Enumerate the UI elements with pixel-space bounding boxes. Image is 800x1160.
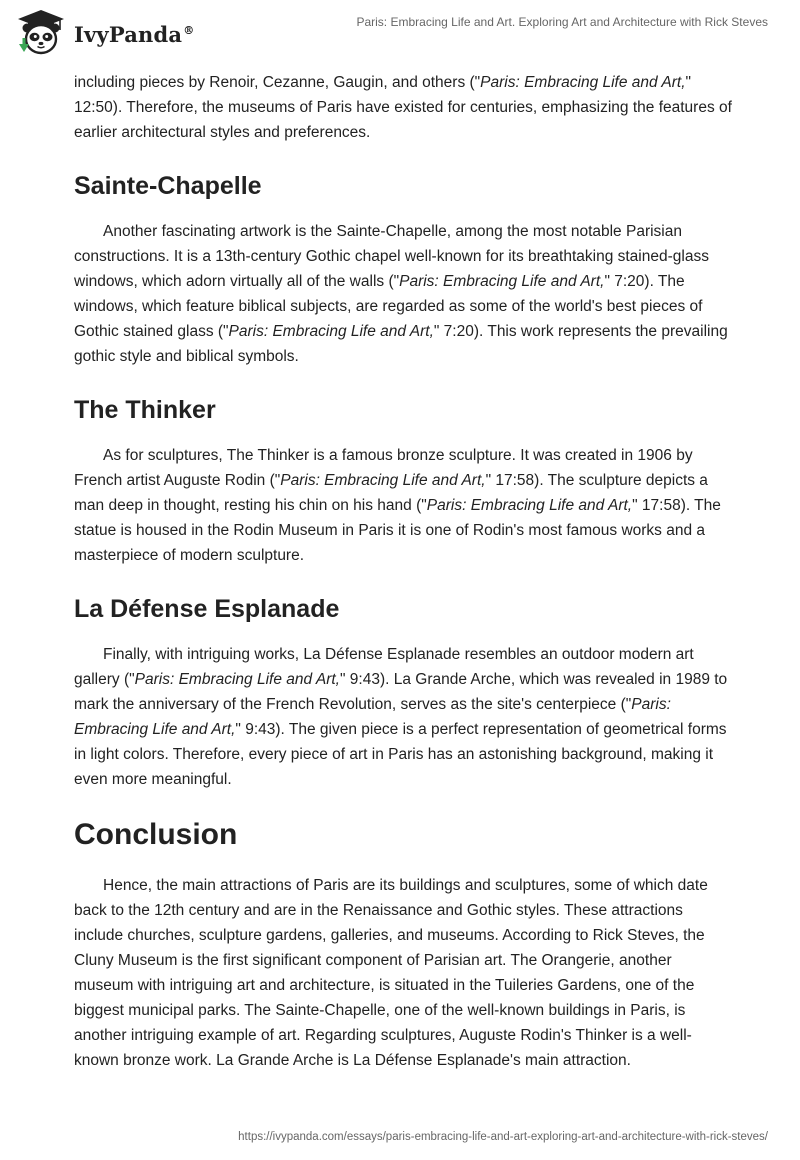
paragraph-text: " 17:58). The statue is housed in the Rodin Museum in Paris it is one of Rodin's most famous works and a masterpiece of modern sculpture.	[74, 497, 721, 564]
paragraph-text: " 9:43). La Grande Arche, which was revealed in 1989 to mark the anniversary of the French Revolution, serves as the site's centerpiece ("	[74, 671, 728, 713]
citation-title: Paris: Embracing Life and Art,	[426, 497, 633, 514]
citation-title: Paris: Embracing Life and Art,	[74, 696, 671, 738]
conclusion-paragraph: Hence, the main attractions of Paris are its buildings and sculptures, some of which date back to the 12th century and are in the Renaissance and Gothic styles. These attractions include churches, sculpture gardens, galleries, and museums. According to Rick Steves, the Cluny Museum is the first significant component of Parisian art. The Orangerie, another museum with intriguing art and architecture, is situated in the Tuileries Gardens, one of the biggest municipal parks. The Sainte-Chapelle, one of the well-known buildings in Paris, is another intriguing example of art. Regarding sculptures, Auguste Rodin's Thinker is a well-known bronze work. La Grande Arche is La Défense Esplanade's main attraction.	[74, 877, 708, 1069]
citation-title: Paris: Embracing Life and Art,	[228, 323, 434, 340]
page-header	[0, 0, 800, 64]
section-paragraph-la-defense	[74, 642, 734, 792]
section-heading-the-thinker: The Thinker	[74, 396, 216, 424]
ivypanda-logo[interactable]	[14, 8, 194, 58]
section-heading-sainte-chapelle: Sainte-Chapelle	[74, 172, 262, 200]
essay-body	[74, 70, 734, 1073]
section-paragraph-sainte-chapelle	[74, 219, 734, 369]
citation-title: Paris: Embracing Life and Art,	[134, 671, 340, 688]
intro-paragraph	[74, 70, 734, 145]
section-paragraph-the-thinker	[74, 443, 734, 568]
paragraph-text: Finally, with intriguing works, La Défense Esplanade resembles an outdoor modern art gallery ("	[74, 646, 694, 688]
logo-wordmark	[74, 22, 194, 47]
citation-title: Paris: Embracing Life and Art,	[399, 273, 605, 290]
registered-mark: ®	[183, 23, 195, 37]
paragraph-text: " 17:58). The sculpture depicts a man deep in thought, resting his chin on his hand ("	[74, 472, 708, 514]
paragraph-text: " 9:43). The given piece is a perfect representation of geometrical forms in light colors. Therefore, every piece of art in Paris has an astonishing background, making it even more meaningful.	[74, 721, 727, 788]
paragraph-text: " 7:20). This work represents the prevailing gothic style and biblical symbols.	[74, 323, 728, 365]
intro-text-1: including pieces by Renoir, Cezanne, Gaugin, and others ("	[74, 74, 481, 91]
paragraph-text: As for sculptures, The Thinker is a famous bronze sculpture. It was created in 1906 by French artist Auguste Rodin ("	[74, 447, 693, 489]
intro-text-2: " 12:50). Therefore, the museums of Paris have existed for centuries, emphasizing the features of earlier architectural styles and preferences.	[74, 74, 732, 141]
panda-graduate-icon	[14, 8, 68, 58]
paragraph-text: " 7:20). The windows, which feature biblical subjects, are regarded as some of the world's best pieces of Gothic stained glass ("	[74, 273, 703, 340]
conclusion-heading: Conclusion	[74, 818, 238, 851]
paragraph-text: Another fascinating artwork is the Sainte-Chapelle, among the most notable Parisian constructions. It is a 13th-century Gothic chapel well-known for its breathtaking stained-glass windows, which adorn virtually all of the walls ("	[74, 223, 709, 290]
citation-title: Paris: Embracing Life and Art,	[480, 74, 686, 91]
section-heading-la-defense: La Défense Esplanade	[74, 595, 340, 623]
source-url[interactable]: https://ivypanda.com/essays/paris-embracing-life-and-art-exploring-art-and-architecture-with-rick-steves/	[238, 1131, 768, 1143]
citation-title: Paris: Embracing Life and Art,	[280, 472, 486, 489]
document-title: Paris: Embracing Life and Art. Exploring Art and Architecture with Rick Steves	[356, 15, 768, 29]
logo-text: IvyPanda	[74, 21, 183, 47]
